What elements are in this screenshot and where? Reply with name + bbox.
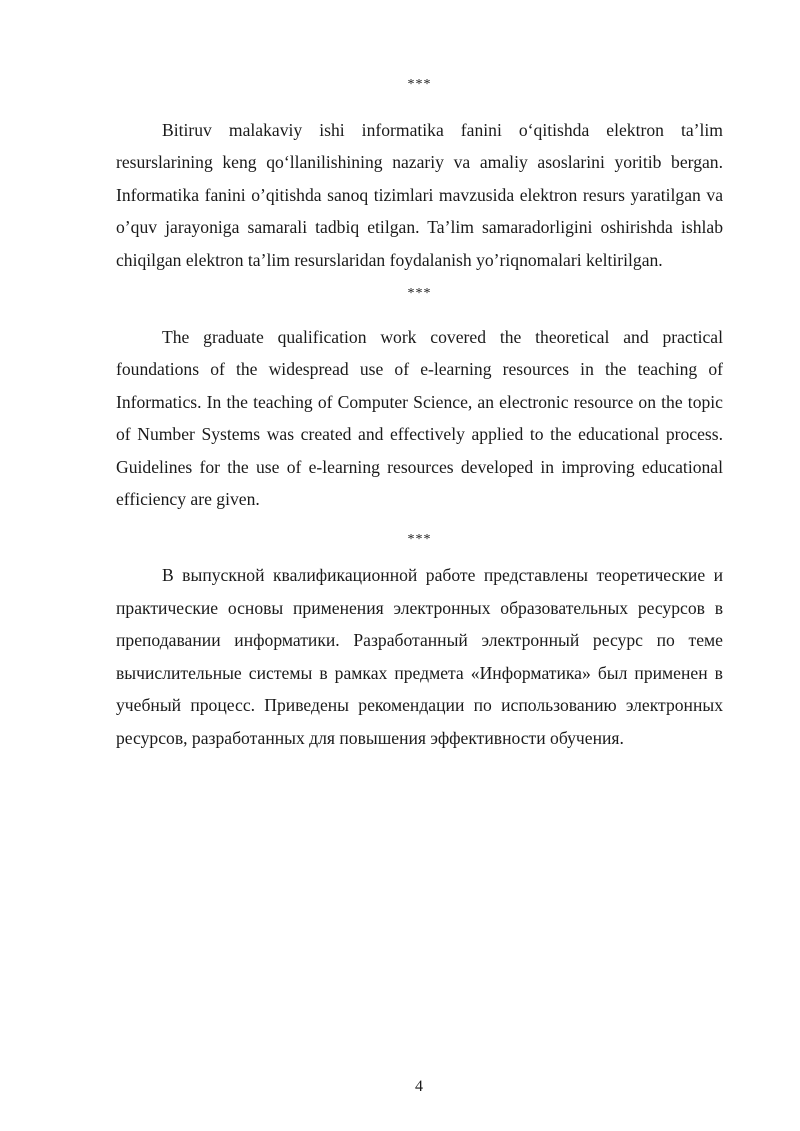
section-separator: *** <box>407 77 432 92</box>
abstract-paragraph-russian: В выпускной квалификационной работе представлены теоретические и практические основы применения электронных образовательных ресурсов в преподавании информатики. Разработанный электронный ресурс по теме вычислительные системы в рамках предмета «Информатика» был применен в учебный процесс. Приведены рекомендации по использованию электронных ресурсов, разработанных для повышения эффективности обучения. <box>116 565 723 748</box>
abstract-paragraph-english: The graduate qualification work covered the theoretical and practical foundations of the widespread use of e-learning resources in the teaching of Informatics. In the teaching of Computer Science, an electronic resource on the topic of Number Systems was created and effectively applied to the educational process. Guidelines for the use of e-learning resources developed in improving educational efficiency are given. <box>116 327 723 510</box>
abstract-content <box>116 72 723 754</box>
section-separator: *** <box>407 532 432 548</box>
page-number: 4 <box>415 1078 423 1095</box>
section-separator: *** <box>407 286 432 302</box>
abstract-paragraph-uzbek: Bitiruv malakaviy ishi informatika fanini o‘qitishda elektron ta’lim resurslarining keng qo‘llanilishining nazariy va amaliy asoslarini yoritib bergan. Informatika fanini o’qitishda sanoq tizimlari mavzusida elektron resurs yaratilgan va o’quv jarayoniga samarali tadbiq etilgan. Ta’lim samaradorligini oshirishda ishlab chiqilgan elektron ta’lim resurslaridan foydalanish yo’riqnomalari keltirilgan. <box>116 120 723 270</box>
